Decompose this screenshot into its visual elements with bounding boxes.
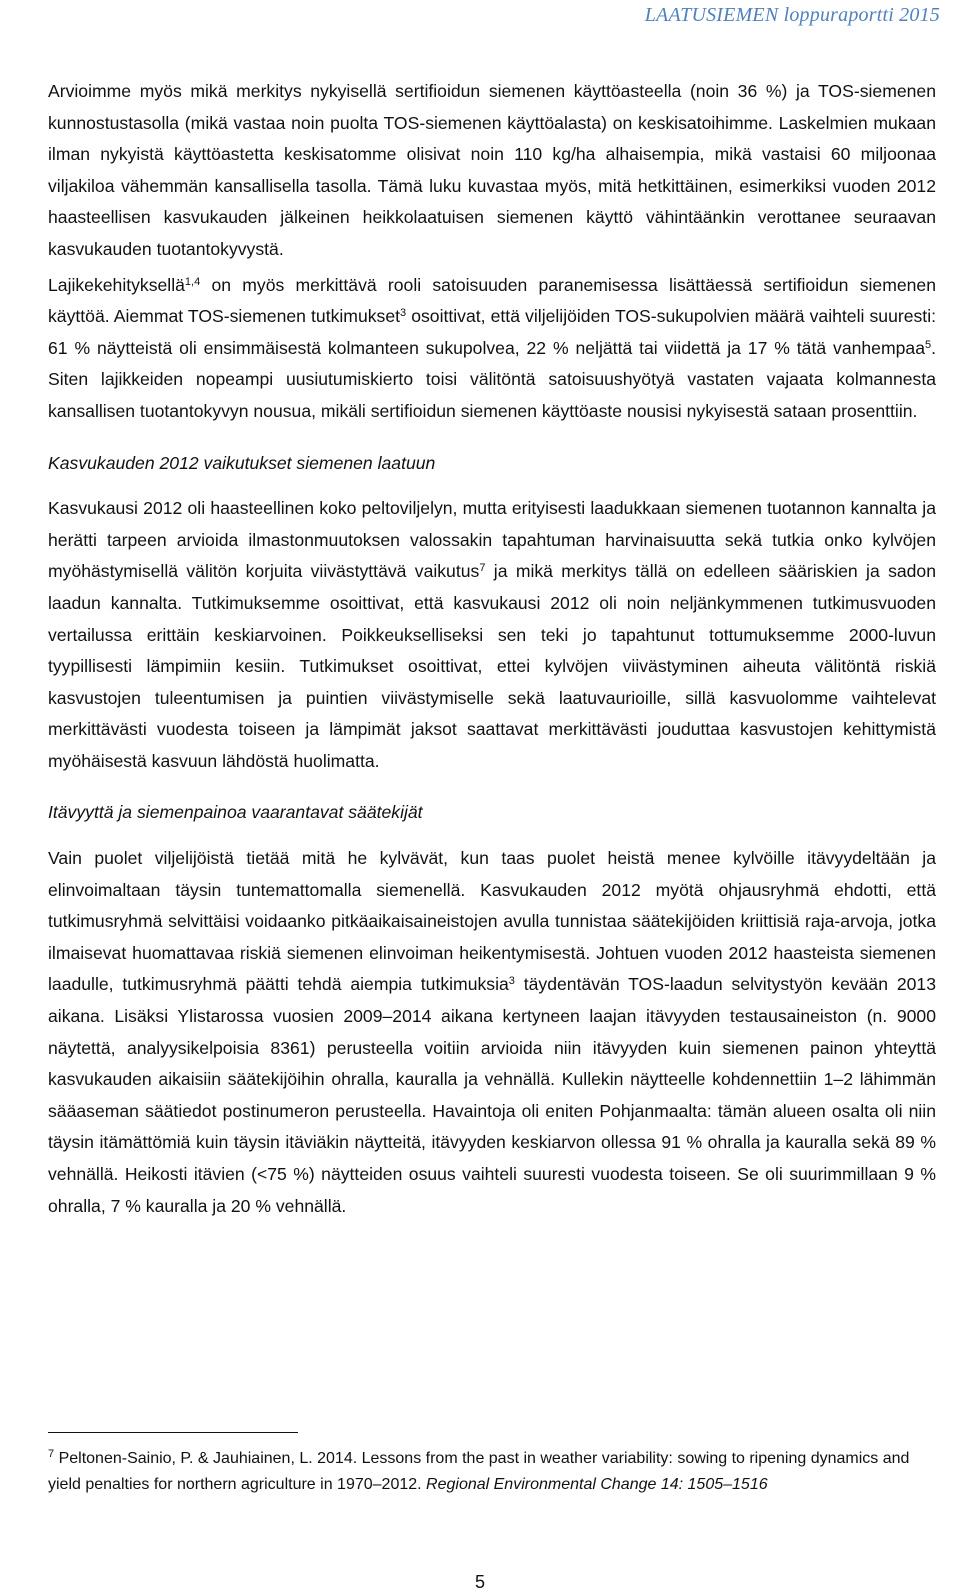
text-run: Vain puolet viljelijöistä tietää mitä he kylvävät, kun taas puolet heistä menee kylvöille itävyydeltään ja elinvoimaltaan täysin tuntemattomalla siemenellä. Kasvukauden 2012 myötä ohjausryhmä ehdotti, että tutkimusryhmä selvittäisi voidaanko pitkäaikaisaineistojen avulla tunnistaa säätekijöiden kriittisiä raja-arvoja, jotka ilmaisevat huomattavaa riskiä siemenen elinvoiman heikentymisestä. Johtuen vuoden 2012 haasteista siemenen laadulle, tutkimusryhmä päätti tehdä aiempia tutkimuksia — [48, 848, 936, 995]
text-run: täydentävän TOS-laadun selvitystyön kevään 2013 aikana. Lisäksi Ylistarossa vuosien 2009–2014 aikana kertyneen laajan itävyyden testausaineiston (n. 9000 näytettä, analyysikelpoisia 8361) perusteella voitiin arvioida niin itävyyden kuin siemenen painon yhteyttä kasvukauden aikaisiin säätekijöihin ohralla, kauralla ja vehnällä. Kullekin näytteelle kohdennettiin 1–2 lähimmän sääaseman säätiedot postinumeron perusteella. Havaintoja oli eniten Pohjanmaalta: tämän alueen osalta oli niin täysin itämättömiä kuin täysin itäviäkin näytteitä, itävyyden keskiarvon ollessa 91 % ohralla ja kauralla sekä 89 % vehnällä. Heikosti itävien (<75 %) näytteiden osuus vaihteli suuresti vuodesta toiseen. Se oli suurimmillaan 9 % ohralla, 7 % kauralla ja 20 % vehnällä. — [48, 974, 936, 1216]
section-heading-germination-risks: Itävyyttä ja siemenpainoa vaarantavat säätekijät — [48, 802, 423, 823]
paragraph-certified-seed-usage: Arvioimme myös mikä merkitys nykyisellä sertifioidun siemenen käyttöasteella (noin 36 %) ja TOS-siemenen kunnostustasolla (mikä vastaa noin puolta TOS-siemenen käyttöalasta) on keskisatoihimme. Laskelmien mukaan ilman nykyistä käyttöastetta keskisatomme olisivat noin 110 kg/ha alhaisempia, mikä vastaisi 60 miljoonaa viljakiloa vähemmän kansallisella tasolla. Tämä luku kuvastaa myös, mitä hetkittäinen, esimerkiksi vuoden 2012 haasteellisen kasvukauden jälkeinen heikkolaatuisen siemenen käyttö vähintäänkin verottanee seuraavan kasvukauden tuotantokyvystä. — [48, 81, 936, 259]
citation-superscript: 5 — [924, 338, 932, 351]
text-run: osoittivat, että viljelijöiden TOS-sukupolvien määrä vaihteli suuresti: 61 % näytteistä oli ensimmäisestä kolmanteen sukupolvea, 22 % neljättä tai viidettä ja 17 % tätä vanhempaa — [48, 306, 936, 358]
paragraph-variety-development — [48, 270, 936, 428]
running-header: LAATUSIEMEN loppuraportti 2015 — [644, 4, 940, 26]
citation-superscript: 3 — [400, 307, 407, 320]
page-number: 5 — [474, 1572, 485, 1592]
text-run: Lajikekehityksellä — [48, 274, 185, 295]
paragraph-germination-risks — [48, 843, 936, 1222]
citation-superscript: 3 — [508, 975, 515, 988]
section-heading-growing-season-2012: Kasvukauden 2012 vaikutukset siemenen laatuun — [48, 452, 436, 473]
paragraph-growing-season-2012 — [48, 493, 936, 777]
footnote-text: Peltonen-Sainio, P. & Jauhiainen, L. 2014. Lessons from the past in weather variability: sowing to ripening dynamics and yield penalties for northern agriculture in 1970–2012. — [48, 1450, 910, 1493]
text-run: ja mikä merkitys tällä on edelleen sääriskien ja sadon laadun kannalta. Tutkimuksemme osoittivat, että kasvukausi 2012 oli noin neljänkymmenen tutkimusvuoden vertailussa erittäin keskiarvoinen. Poikkeukselliseksi sen teki jo tapahtunut tottumuksemme 2000-luvun tyypillisesti lämpimiin kesiin. Tutkimukset osoittivat, ettei kylvöjen viivästyminen aiheuta välitöntä riskiä kasvustojen tuleentumisen ja puintien viivästymiselle sekä laatuvaurioille, sillä kasvuolomme vaihtelevat merkittävästi vuodesta toiseen ja lämpimät jaksot saattavat merkittävästi jouduttaa kasvustojen kehittymistä myöhäisestä kasvuun lähdöstä huolimatta. — [48, 561, 937, 771]
footnote-number: 7 — [48, 1448, 55, 1460]
footnote-divider — [48, 1432, 298, 1433]
footnote-journal: Regional Environmental Change 14: 1505–1516 — [426, 1476, 768, 1493]
citation-superscript: 1,4 — [184, 275, 201, 288]
footnote — [48, 1446, 932, 1498]
page-body — [48, 76, 936, 1222]
citation-superscript: 7 — [479, 562, 486, 575]
text-run: on myös merkittävä rooli satoisuuden paranemisessa lisättäessä sertifioidun siemenen käyttöä. Aiemmat TOS-siemenen tutkimukset — [48, 274, 936, 327]
text-run: . Siten lajikkeiden nopeampi uusiutumiskierto toisi välitöntä satoisuushyötyä vastaten vajaata kolmannesta kansallisen tuotantokyvyn nousua, mikäli sertifioidun siemenen käyttöaste nousisi nykyisestä sataan prosenttiin. — [48, 337, 936, 421]
text-run: Kasvukausi 2012 oli haasteellinen koko peltoviljelyn, mutta erityisesti laadukkaan siemenen tuotannon kannalta ja herätti tarpeen arvioida ilmastonmuutoksen valossakin tapahtuman harvinaisuutta sekä tutkia onko kylvöjen myöhästymisellä välitön korjuita viivästyttävä vaikutus — [48, 498, 936, 582]
